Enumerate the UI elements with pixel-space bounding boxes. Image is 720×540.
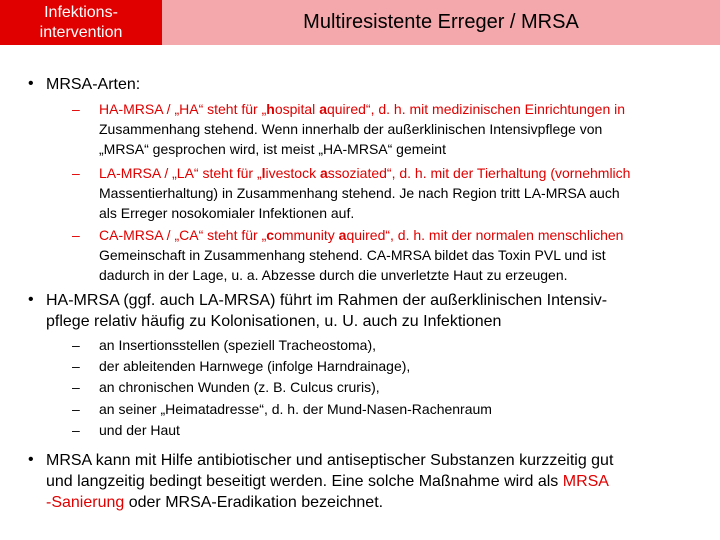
text-line: MRSA kann mit Hilfe antibiotischer und antiseptischer Substanzen kurzzeitig gut [46,452,614,469]
section-tag [0,0,162,45]
text: / „HA“ steht für „ [162,101,267,117]
section-tag-line2: intervention [39,23,123,41]
bullet-icon: • [28,451,34,468]
list-item-text: an Insertionsstellen (speziell Tracheostoma), [99,337,377,353]
text: quired“, d. h. mit der normalen menschlichen [346,227,624,243]
text: / „CA“ steht für „ [162,227,267,243]
key-letter: a [319,165,328,181]
key-letter: l [261,165,266,181]
bullet-eradication [28,450,716,513]
list-item-ha-mrsa [72,99,714,159]
slide-title: Multiresistente Erreger / MRSA [303,11,579,33]
text-line: pflege relativ häufig zu Kolonisationen, u. U. auch zu Infektionen [46,313,502,330]
list-colonisation-sites [72,335,714,441]
key-letter: h [266,101,275,117]
bullet-colonisation [28,290,716,332]
section-tag-line1: Infektions- [44,3,118,21]
list-item-ca-mrsa [72,225,714,285]
text-line: Gemeinschaft in Zusammenhang stehend. CA-MRSA bildet das Toxin PVL und ist [99,247,606,263]
text: / „LA“ steht für „ [160,165,262,181]
text: ssoziated“, d. h. mit der Tierhaltung (vornehmlich [327,165,631,181]
text: ommunity [274,227,339,243]
slide-title-bar [162,0,720,45]
text-line: HA-MRSA (ggf. auch LA-MRSA) führt im Rahmen der außerklinischen Intensiv- [46,292,608,309]
dash-icon: – [72,358,80,374]
list-item-la-mrsa [72,163,714,223]
list-item-text: an seiner „Heimatadresse“, d. h. der Mund-Nasen-Rachenraum [99,401,492,417]
text: ospital [274,101,320,117]
list-item-text: der ableitenden Harnwege (infolge Harndrainage), [99,358,411,374]
text-line: oder MRSA-Eradikation bezeichnet. [124,494,384,511]
text-line: Massentierhaltung) in Zusammenhang stehend. Je nach Region tritt LA-MRSA auch [99,185,620,201]
acronym-ca-mrsa: CA-MRSA [99,227,163,243]
text-line: dadurch in der Lage, u. a. Abzesse durch die unverletzte Haut zu erzeugen. [99,267,568,283]
highlight-mrsa: MRSA [562,473,609,490]
list-item [72,377,714,399]
list-item [72,335,714,356]
list-item-text: an chronischen Wunden (z. B. Culcus cruris), [99,379,380,395]
list-item [72,356,714,377]
bullet-icon: • [28,291,34,308]
list-item [72,420,714,441]
acronym-la-mrsa: LA-MRSA [99,165,161,181]
heading-mrsa-types: MRSA-Arten: [46,76,141,93]
text-line: und langzeitig bedingt beseitigt werden. Eine solche Maßnahme wird als [46,473,563,490]
bullet-mrsa-types [28,74,716,95]
list-item-text: und der Haut [99,422,180,438]
text-line: „MRSA“ gesprochen wird, ist meist „HA-MRSA“ gemeint [99,141,446,157]
text: ivestock [265,165,320,181]
key-letter: a [338,227,347,243]
dash-icon: – [72,337,80,353]
acronym-ha-mrsa: HA-MRSA [99,101,163,117]
text-line: als Erreger nosokomialer Infektionen auf. [99,205,355,221]
dash-icon: – [72,227,80,243]
text-line: Zusammenhang stehend. Wenn innerhalb der außerklinischen Intensivpflege von [99,121,603,137]
dash-icon: – [72,401,80,417]
dash-icon: – [72,101,80,117]
dash-icon: – [72,165,80,181]
list-item [72,399,714,420]
key-letter: a [319,101,327,117]
text: quired“, d. h. mit medizinischen Einrichtungen in [326,101,626,117]
dash-icon: – [72,379,80,395]
key-letter: c [266,227,275,243]
dash-icon: – [72,422,80,438]
highlight-sanierung: -Sanierung [46,494,125,511]
bullet-icon: • [28,75,34,92]
